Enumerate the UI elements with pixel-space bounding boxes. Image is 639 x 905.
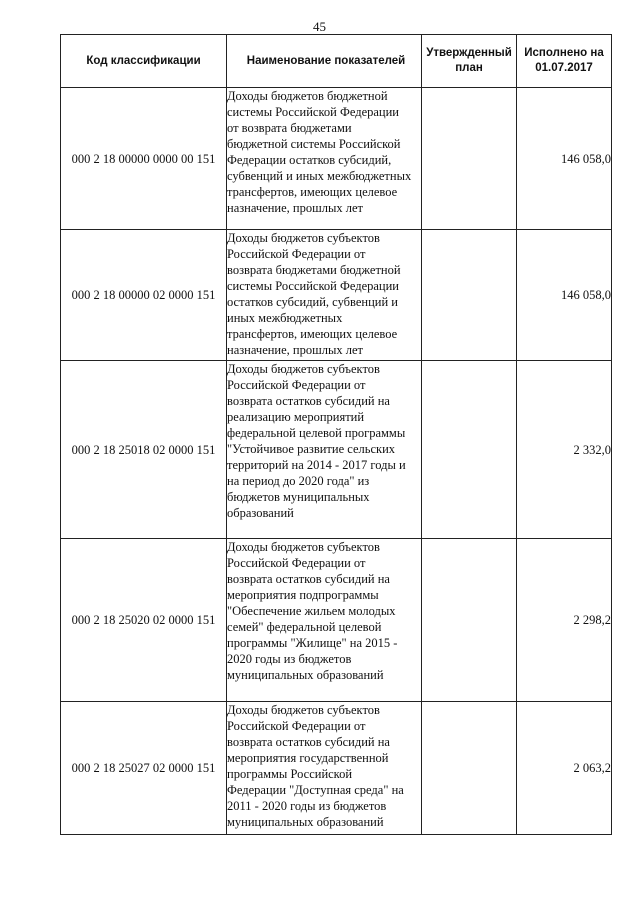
approved-plan: [422, 539, 517, 702]
executed-amount: 146 058,0: [517, 88, 612, 230]
classification-code: 000 2 18 25020 02 0000 151: [61, 539, 227, 702]
indicator-name: Доходы бюджетов субъектов Российской Федерации от возврата бюджетами бюджетной системы Российской Федерации остатков субсидий, субвенций и иных межбюджетных трансфертов, имеющих целевое назначение, прошлых лет: [227, 230, 422, 361]
table-row: [61, 539, 612, 702]
table-row: [61, 88, 612, 230]
executed-amount: 146 058,0: [517, 230, 612, 361]
table-row: [61, 702, 612, 835]
page-number: 45: [313, 19, 326, 34]
approved-plan: [422, 88, 517, 230]
executed-amount: 2 332,0: [517, 361, 612, 539]
header-plan: Утвержденный план: [422, 35, 517, 88]
table-row: [61, 361, 612, 539]
approved-plan: [422, 702, 517, 835]
classification-code: 000 2 18 25027 02 0000 151: [61, 702, 227, 835]
header-done: Исполнено на 01.07.2017: [517, 35, 612, 88]
executed-amount: 2 298,2: [517, 539, 612, 702]
budget-table: [60, 34, 612, 835]
header-name: Наименование показателей: [227, 35, 422, 88]
table-header-row: [61, 35, 612, 88]
classification-code: 000 2 18 00000 02 0000 151: [61, 230, 227, 361]
indicator-name: Доходы бюджетов субъектов Российской Федерации от возврата остатков субсидий на реализацию мероприятий федеральной целевой программы "Устойчивое развитие сельских территорий на 2014 - 2017 годы и на период до 2020 года" из бюджетов муниципальных образований: [227, 361, 422, 539]
classification-code: 000 2 18 25018 02 0000 151: [61, 361, 227, 539]
approved-plan: [422, 230, 517, 361]
table-row: [61, 230, 612, 361]
classification-code: 000 2 18 00000 0000 00 151: [61, 88, 227, 230]
indicator-name: Доходы бюджетов бюджетной системы Российской Федерации от возврата бюджетами бюджетной системы Российской Федерации остатков субсидий, субвенций и иных межбюджетных трансфертов, имеющих целевое назначение, прошлых лет: [227, 88, 422, 230]
approved-plan: [422, 361, 517, 539]
indicator-name: Доходы бюджетов субъектов Российской Федерации от возврата остатков субсидий на мероприятия государственной программы Российской Федерации "Доступная среда" на 2011 - 2020 годы из бюджетов муниципальных образований: [227, 702, 422, 835]
executed-amount: 2 063,2: [517, 702, 612, 835]
indicator-name: Доходы бюджетов субъектов Российской Федерации от возврата остатков субсидий на мероприятия подпрограммы "Обеспечение жильем молодых семей" федеральной целевой программы "Жилище" на 2015 - 2020 годы из бюджетов муниципальных образований: [227, 539, 422, 702]
header-code: Код классификации: [61, 35, 227, 88]
